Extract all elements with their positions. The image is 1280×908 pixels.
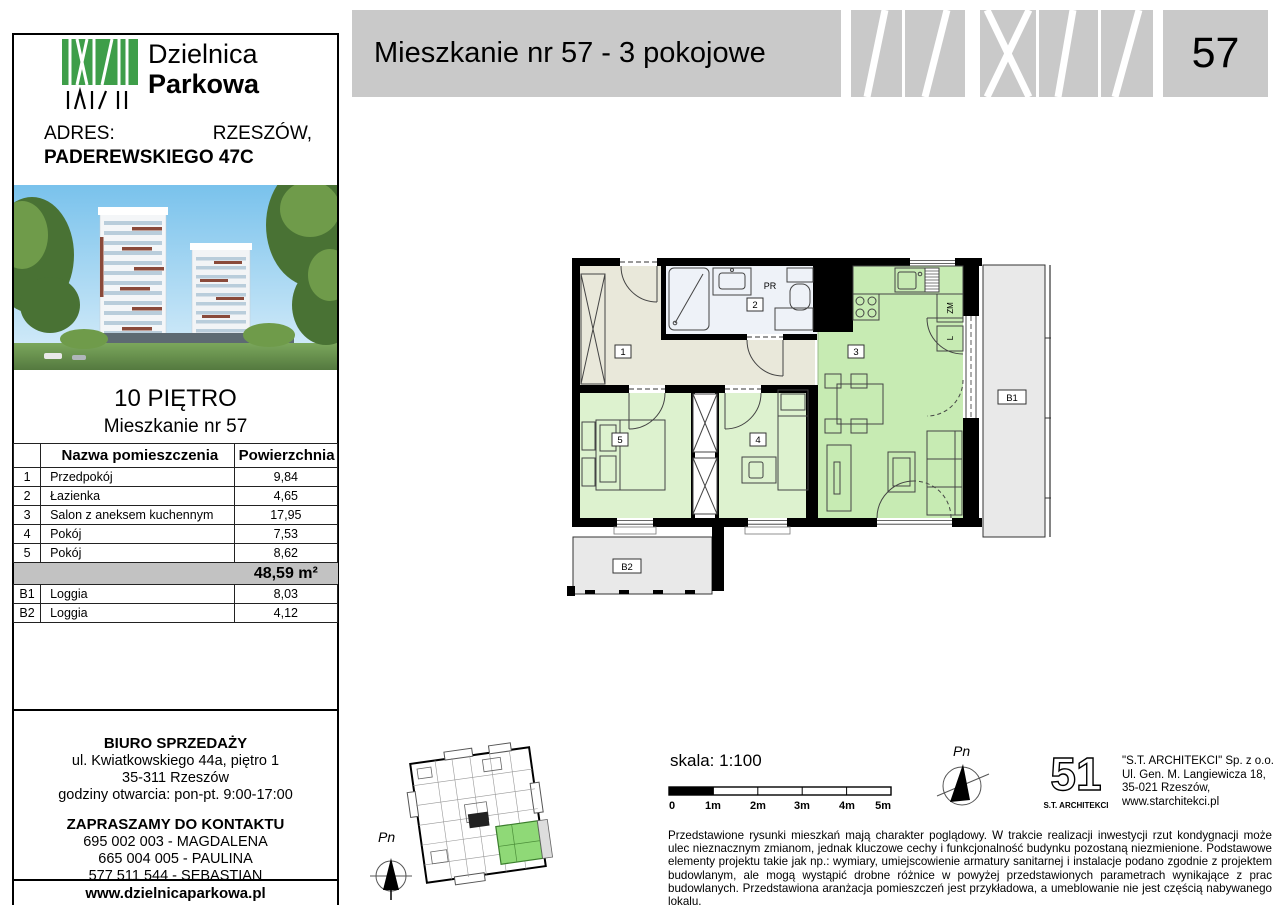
sales-office-line: ul. Kwiatkowskiego 44a, piętro 1 <box>71 753 280 769</box>
architect-line: "S.T. ARCHITEKCI" Sp. z o.o. <box>1122 755 1274 767</box>
fridge-label: L <box>946 335 955 341</box>
architect-logo-glyph: 51 <box>1050 750 1102 800</box>
table-total-row <box>14 563 338 585</box>
page-title: Mieszkanie nr 57 - 3 pokojowe <box>374 37 766 69</box>
architect-logo-caption: S.T. ARCHITEKCI <box>1043 801 1109 810</box>
sales-office-title: BIURO SPRZEDAŻY <box>103 735 248 752</box>
row-area: 8,03 <box>234 585 337 604</box>
contact-section <box>14 709 337 902</box>
table-row <box>14 585 338 604</box>
loggia-b2 <box>573 537 712 594</box>
row-no: B2 <box>14 604 41 623</box>
loggia-label-b1: B1 <box>1006 393 1018 404</box>
row-no: 1 <box>14 468 41 487</box>
brand-logo-icon <box>62 39 140 113</box>
table-row <box>14 487 338 506</box>
unit-subtitle: Mieszkanie nr 57 <box>103 416 248 437</box>
keyplan-compass-icon <box>368 828 416 902</box>
architect-info <box>1122 755 1280 809</box>
scale-tick: 2m <box>750 800 766 812</box>
architect-line: www.starchitekci.pl <box>1122 795 1220 808</box>
table-row <box>14 506 338 525</box>
unit-number-box <box>1163 10 1268 97</box>
brand-name <box>148 39 259 99</box>
row-name: Pokój <box>41 544 235 563</box>
website: www.dzielnicaparkowa.pl <box>85 885 266 902</box>
scale-tick: 1m <box>705 800 721 812</box>
contact-phone: 577 511 544 - SEBASTIAN <box>88 868 263 884</box>
table-header-row <box>14 444 338 468</box>
scale-tick: 3m <box>794 800 810 812</box>
room-bedroom-5 <box>580 389 693 526</box>
room-table <box>13 443 338 623</box>
scale-tick: 5m <box>875 800 891 812</box>
washer-label: PR <box>763 281 777 291</box>
disclaimer-text: Przedstawione rysunki mieszkań mają charakter poglądowy. W trakcie realizacji inwestycji rzut kondygnacji może ulec nieznacznym zmianom, jednak kluczowe cechy i funkcjonalność budynku pozostaną niezmienione. Podstawowe elementy projektu takie jak np.: wymiary, umiejscowienie armatury sanitarnej i instalacje podano zgodnie z projektem budowlanym, ale mogą wystąpić drobne różnice w powyżej przedstawionych parametrach wynikające z prac budowlanych. Przedstawiona aranżacja pomieszczeń jest przykładowa, a umeblowanie nie jest częścią nabywanego lokalu. <box>668 829 1272 908</box>
row-name: Salon z aneksem kuchennym <box>41 506 235 525</box>
row-area: 9,84 <box>234 468 337 487</box>
floor-title: 10 PIĘTRO <box>114 385 237 412</box>
dishwasher-label: ZM <box>946 302 955 314</box>
row-area: 4,12 <box>234 604 337 623</box>
row-area: 7,53 <box>234 525 337 544</box>
table-row <box>14 604 338 623</box>
row-no: 3 <box>14 506 41 525</box>
address-street: PADEREWSKIEGO 47C <box>44 147 254 168</box>
address-label: ADRES: <box>44 123 115 144</box>
header-area: Powierzchnia <box>234 444 337 468</box>
sidebar-panel <box>12 33 339 905</box>
header-name: Nazwa pomieszczenia <box>41 444 235 468</box>
header-pattern <box>851 10 1153 97</box>
sales-office-line: godziny otwarcia: pon-pt. 9:00-17:00 <box>58 787 293 803</box>
room-label-1: 1 <box>620 347 626 358</box>
room-label-5: 5 <box>617 435 623 446</box>
loggia-label-b2: B2 <box>621 562 633 573</box>
row-name: Przedpokój <box>41 468 235 487</box>
keyplan-highlighted-unit <box>496 821 543 864</box>
table-row <box>14 525 338 544</box>
tower-1 <box>98 207 168 349</box>
scale-tick: 0 <box>669 800 676 812</box>
brand-line2: Parkowa <box>148 69 260 99</box>
row-name: Łazienka <box>41 487 235 506</box>
header-no <box>14 444 41 468</box>
room-label-4: 4 <box>755 435 761 446</box>
keyplan-compass-label: Pn <box>378 829 396 845</box>
contact-title: ZAPRASZAMY DO KONTAKTU <box>66 816 285 833</box>
floorplan <box>557 248 1057 618</box>
row-no: 2 <box>14 487 41 506</box>
contact-phone: 695 002 003 - MAGDALENA <box>83 834 268 850</box>
brand-line1: Dzielnica <box>148 39 258 69</box>
row-name: Loggia <box>41 585 235 604</box>
scale-bar <box>668 784 900 814</box>
sales-office-line: 35-311 Rzeszów <box>122 770 229 786</box>
total-area: 48,59 m² <box>234 563 337 585</box>
building-photo <box>14 185 337 370</box>
title-bar <box>352 10 841 97</box>
row-no: 4 <box>14 525 41 544</box>
table-row <box>14 544 338 563</box>
keyplan <box>398 733 558 900</box>
north-compass-icon <box>933 742 995 816</box>
row-area: 17,95 <box>234 506 337 525</box>
room-label-3: 3 <box>853 347 859 358</box>
architect-line: Ul. Gen. M. Langiewicza 18, <box>1122 768 1266 781</box>
scale-tick: 4m <box>839 800 855 812</box>
row-area: 4,65 <box>234 487 337 506</box>
unit-number: 57 <box>1191 29 1240 77</box>
address-city: RZESZÓW, <box>212 123 312 144</box>
table-row <box>14 468 338 487</box>
contact-phone: 665 004 005 - PAULINA <box>98 851 253 867</box>
row-name: Loggia <box>41 604 235 623</box>
architect-line: 35-021 Rzeszów, <box>1122 782 1211 794</box>
scale-label: skala: 1:100 <box>670 751 762 770</box>
row-name: Pokój <box>41 525 235 544</box>
room-label-2: 2 <box>752 300 758 311</box>
row-no: B1 <box>14 585 41 604</box>
row-area: 8,62 <box>234 544 337 563</box>
north-compass-label: Pn <box>953 743 971 759</box>
architect-logo <box>1040 750 1112 814</box>
address-row <box>44 123 312 145</box>
row-no: 5 <box>14 544 41 563</box>
